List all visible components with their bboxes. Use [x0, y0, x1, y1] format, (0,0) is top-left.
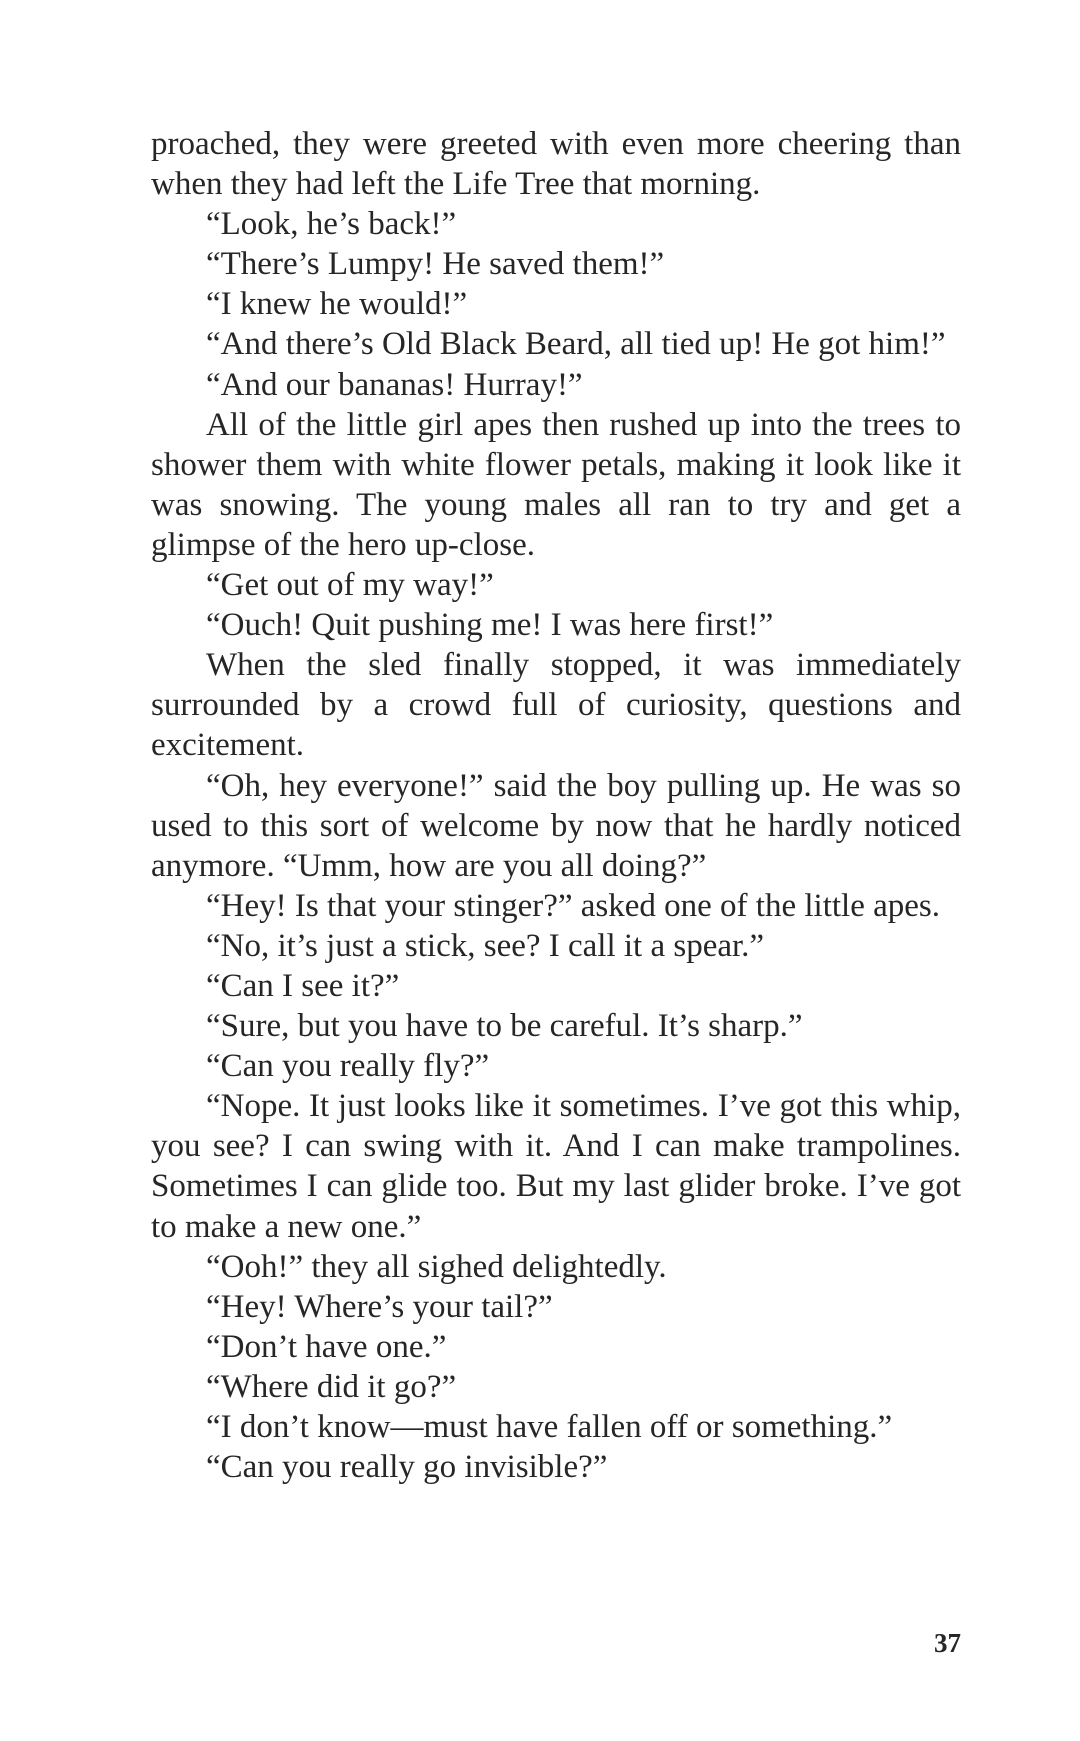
paragraph: “Nope. It just looks like it sometimes. I’ve got this whip, you see? I can swing with it. And I can make trampolines. Sometimes I can glide too. But my last glider broke. I’ve got to make a new one.”	[151, 1088, 961, 1245]
paragraph: “Hey! Where’s your tail?”	[206, 1288, 553, 1325]
paragraph: When the sled finally stopped, it was immediately surrounded by a crowd full of curiosity, questions and excitement.	[151, 647, 961, 764]
body-text	[151, 124, 961, 1487]
paragraph: “I don’t know—must have fallen off or something.”	[206, 1409, 893, 1445]
paragraph: “There’s Lumpy! He saved them!”	[206, 246, 665, 283]
paragraph: “I knew he would!”	[206, 286, 468, 323]
paragraph: “Where did it go?”	[206, 1368, 457, 1405]
paragraph: “Hey! Is that your stinger?” asked one of the little apes.	[206, 887, 940, 924]
paragraph: “Sure, but you have to be careful. It’s sharp.”	[206, 1008, 803, 1045]
paragraph: “Look, he’s back!”	[206, 206, 457, 243]
paragraph: “Get out of my way!”	[206, 567, 494, 604]
paragraph: All of the little girl apes then rushed up into the trees to shower them with white flower petals, making it look like it was snowing. The young males all ran to try and get a glimpse of the hero up-close.	[151, 406, 961, 563]
paragraph: “And there’s Old Black Beard, all tied up! He got him!”	[206, 326, 946, 363]
paragraph: “Can I see it?”	[206, 967, 400, 1004]
paragraph: “Don’t have one.”	[206, 1328, 447, 1365]
paragraph: “No, it’s just a stick, see? I call it a spear.”	[206, 927, 765, 964]
page-number: 37	[934, 1628, 961, 1658]
paragraph: “And our bananas! Hurray!”	[206, 366, 583, 403]
paragraph: “Can you really go invisible?”	[206, 1449, 608, 1486]
paragraph: proached, they were greeted with even more cheering than when they had left the Life Tree that morning.	[151, 126, 961, 203]
paragraph: “Ouch! Quit pushing me! I was here first!”	[206, 607, 774, 644]
paragraph: “Can you really fly?”	[206, 1048, 490, 1085]
paragraph: “Ooh!” they all sighed delightedly.	[206, 1248, 667, 1285]
paragraph: “Oh, hey everyone!” said the boy pulling up. He was so used to this sort of welcome by now that he hardly noticed anymore. “Umm, how are you all doing?”	[151, 767, 961, 884]
